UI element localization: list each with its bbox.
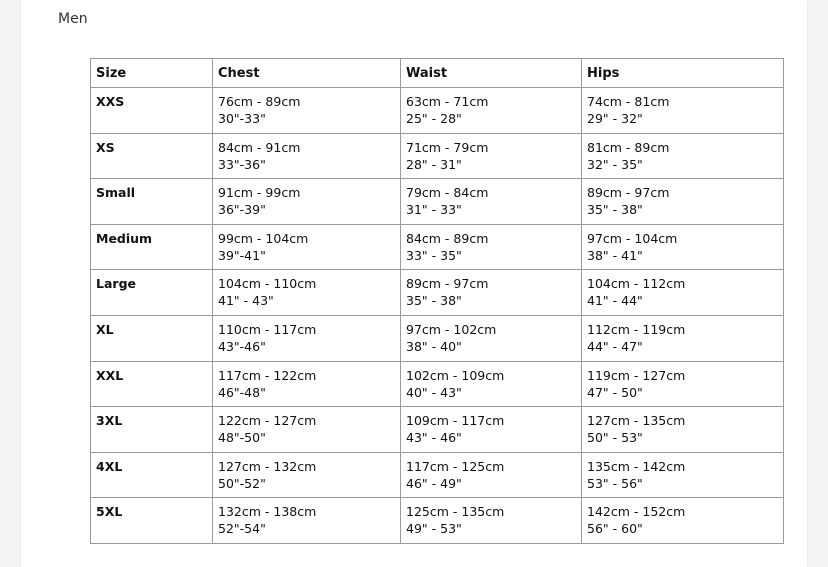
hips-inch-value: 29" - 32" — [587, 111, 643, 126]
waist-inch-value: 43" - 46" — [406, 430, 462, 446]
waist-cm-value: 84cm - 89cm — [406, 230, 489, 246]
chest-inch-value: 52"-54" — [218, 521, 266, 537]
chest-cm-value: 99cm - 104cm — [218, 230, 309, 246]
hips-cm-value: 119cm - 127cm — [587, 367, 686, 383]
chest-cm-value: 117cm - 122cm — [218, 367, 317, 383]
hips-inch-value: 32" - 35" — [587, 156, 643, 172]
table-row — [91, 315, 784, 361]
waist-cell — [401, 498, 582, 544]
section-title: Men — [58, 11, 88, 27]
chest-cm-value: 91cm - 99cm — [218, 185, 301, 201]
waist-cm-value: 79cm - 84cm — [406, 185, 489, 201]
chest-cm-value: 110cm - 117cm — [218, 321, 317, 337]
waist-cm-value: 102cm - 109cm — [406, 367, 505, 383]
waist-cell — [401, 88, 582, 134]
size-cell: 5XL — [91, 498, 213, 544]
header-size: Size — [91, 59, 213, 88]
chest-cell — [213, 361, 401, 407]
hips-cm-value: 112cm - 119cm — [587, 321, 686, 337]
waist-cell — [401, 407, 582, 453]
waist-cm-value: 63cm - 71cm — [406, 94, 489, 109]
size-cell: XXL — [91, 361, 213, 407]
hips-inch-value: 38" - 41" — [587, 247, 643, 263]
waist-inch-value: 33" - 35" — [406, 247, 462, 263]
size-cell: 3XL — [91, 407, 213, 453]
chest-inch-value: 30"-33" — [218, 111, 266, 126]
table-row — [91, 179, 784, 225]
hips-cm-value: 104cm - 112cm — [587, 276, 686, 292]
waist-inch-value: 35" - 38" — [406, 293, 462, 309]
chest-inch-value: 36"-39" — [218, 202, 266, 218]
table-row — [91, 270, 784, 316]
chest-cell — [213, 270, 401, 316]
chest-cell — [213, 498, 401, 544]
hips-cell — [582, 270, 784, 316]
chest-inch-value: 46"-48" — [218, 384, 266, 400]
chest-inch-value: 50"-52" — [218, 475, 266, 491]
hips-inch-value: 35" - 38" — [587, 202, 643, 218]
waist-cm-value: 125cm - 135cm — [406, 504, 505, 520]
hips-inch-value: 41" - 44" — [587, 293, 643, 309]
chest-cm-value: 84cm - 91cm — [218, 139, 301, 155]
chest-inch-value: 41" - 43" — [218, 293, 274, 309]
chest-cell — [213, 452, 401, 498]
waist-cell — [401, 452, 582, 498]
size-cell: XS — [91, 133, 213, 179]
chest-cm-value: 122cm - 127cm — [218, 413, 317, 429]
chest-cell — [213, 407, 401, 453]
waist-cell — [401, 179, 582, 225]
table-row — [91, 498, 784, 544]
table-row — [91, 133, 784, 179]
hips-cm-value: 135cm - 142cm — [587, 458, 686, 474]
hips-cm-value: 89cm - 97cm — [587, 185, 670, 201]
header-row — [91, 59, 784, 88]
size-cell: Small — [91, 179, 213, 225]
table-row — [91, 361, 784, 407]
waist-cell — [401, 133, 582, 179]
chest-cm-value: 104cm - 110cm — [218, 276, 317, 292]
table-row — [91, 452, 784, 498]
waist-inch-value: 49" - 53" — [406, 521, 462, 537]
hips-cell — [582, 133, 784, 179]
hips-cm-value: 142cm - 152cm — [587, 504, 686, 520]
waist-cell — [401, 315, 582, 361]
hips-cm-value: 74cm - 81cm — [587, 94, 670, 109]
hips-inch-value: 53" - 56" — [587, 475, 643, 491]
waist-cell — [401, 224, 582, 270]
waist-cm-value: 89cm - 97cm — [406, 276, 489, 292]
hips-inch-value: 50" - 53" — [587, 430, 643, 446]
table-row — [91, 224, 784, 270]
chest-cell — [213, 224, 401, 270]
waist-cm-value: 97cm - 102cm — [406, 321, 497, 337]
document-page — [21, 0, 807, 567]
chest-cell — [213, 315, 401, 361]
waist-cm-value: 71cm - 79cm — [406, 139, 489, 155]
table-row — [91, 88, 784, 134]
waist-inch-value: 38" - 40" — [406, 338, 462, 354]
chest-inch-value: 33"-36" — [218, 156, 266, 172]
hips-cm-value: 127cm - 135cm — [587, 413, 686, 429]
hips-inch-value: 44" - 47" — [587, 338, 643, 354]
waist-cell — [401, 270, 582, 316]
chest-cm-value: 132cm - 138cm — [218, 504, 317, 520]
waist-cm-value: 109cm - 117cm — [406, 413, 505, 429]
table-row — [91, 407, 784, 453]
header-chest: Chest — [213, 59, 401, 88]
hips-cell — [582, 407, 784, 453]
size-cell: XXS — [91, 88, 213, 134]
hips-cell — [582, 315, 784, 361]
size-chart-body — [91, 88, 784, 544]
hips-cell — [582, 452, 784, 498]
chest-inch-value: 43"-46" — [218, 338, 266, 354]
size-cell: XL — [91, 315, 213, 361]
chest-cell — [213, 179, 401, 225]
hips-inch-value: 56" - 60" — [587, 521, 643, 537]
waist-inch-value: 28" - 31" — [406, 156, 462, 172]
header-hips: Hips — [582, 59, 784, 88]
waist-cell — [401, 361, 582, 407]
hips-cell — [582, 498, 784, 544]
waist-inch-value: 25" - 28" — [406, 111, 462, 126]
chest-cell — [213, 133, 401, 179]
waist-inch-value: 40" - 43" — [406, 384, 462, 400]
waist-cm-value: 117cm - 125cm — [406, 458, 505, 474]
chest-cm-value: 76cm - 89cm — [218, 94, 301, 109]
hips-inch-value: 47" - 50" — [587, 384, 643, 400]
size-chart-table — [90, 58, 784, 544]
waist-inch-value: 46" - 49" — [406, 475, 462, 491]
waist-inch-value: 31" - 33" — [406, 202, 462, 218]
header-waist: Waist — [401, 59, 582, 88]
size-cell: Medium — [91, 224, 213, 270]
hips-cell — [582, 88, 784, 134]
chest-inch-value: 39"-41" — [218, 247, 266, 263]
hips-cell — [582, 224, 784, 270]
hips-cell — [582, 179, 784, 225]
chest-cm-value: 127cm - 132cm — [218, 458, 317, 474]
hips-cell — [582, 361, 784, 407]
hips-cm-value: 81cm - 89cm — [587, 139, 670, 155]
chest-cell — [213, 88, 401, 134]
size-cell: 4XL — [91, 452, 213, 498]
chest-inch-value: 48"-50" — [218, 430, 266, 446]
size-cell: Large — [91, 270, 213, 316]
hips-cm-value: 97cm - 104cm — [587, 230, 678, 246]
